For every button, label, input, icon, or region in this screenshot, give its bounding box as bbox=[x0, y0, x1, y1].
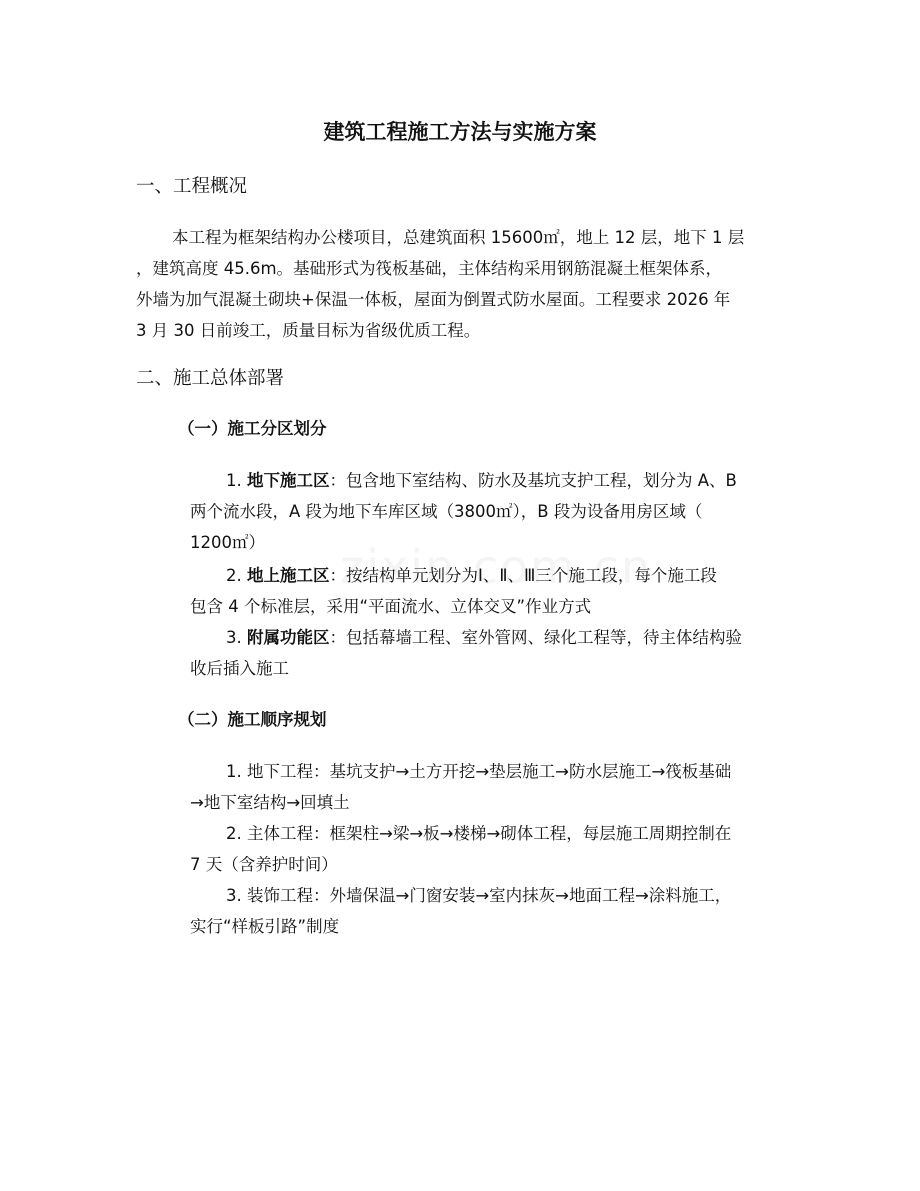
item-term: 地下施工区 bbox=[247, 471, 330, 490]
item-line: 收后插入施工 bbox=[190, 659, 289, 678]
item-text: ：包含地下室结构、防水及基坑支护工程，划分为 A、B bbox=[329, 471, 737, 490]
overview-paragraph bbox=[136, 222, 788, 346]
item-line bbox=[190, 465, 790, 496]
item-line: 包含 4 个标准层，采用“平面流水、立体交叉”作业方式 bbox=[190, 597, 592, 616]
item-number: 1. bbox=[226, 471, 247, 490]
item-line bbox=[190, 560, 790, 591]
item-term: 附属功能区 bbox=[247, 628, 330, 647]
item-line: 7 天（含养护时间） bbox=[190, 855, 338, 874]
paragraph-line: 3 月 30 日前竣工，质量目标为省级优质工程。 bbox=[136, 321, 481, 340]
item-line: 1. 地下工程：基坑支护→土方开挖→垫层施工→防水层施工→筏板基础 bbox=[226, 762, 732, 781]
item-line: 2. 主体工程：框架柱→梁→板→楼梯→砌体工程，每层施工周期控制在 bbox=[226, 824, 732, 843]
paragraph-line: 外墙为加气混凝土砌块+保温一体板，屋面为倒置式防水屋面。工程要求 2026 年 bbox=[136, 290, 731, 309]
item-line: 3. 装饰工程：外墙保温→门窗安装→室内抹灰→地面工程→涂料施工， bbox=[226, 886, 732, 905]
sequence-item-1 bbox=[190, 756, 790, 818]
item-number: 2. bbox=[226, 566, 247, 585]
item-line bbox=[190, 622, 790, 653]
subsection-heading-zoning: （一）施工分区划分 bbox=[178, 419, 327, 438]
page-title: 建筑工程施工方法与实施方案 bbox=[323, 120, 597, 144]
sequence-item-2 bbox=[190, 818, 790, 880]
item-line: 实行“样板引路”制度 bbox=[190, 917, 340, 936]
section-heading-overview: 一、工程概况 bbox=[136, 176, 248, 197]
item-line: →地下室结构→回填土 bbox=[190, 793, 350, 812]
paragraph-line: ，建筑高度 45.6m。基础形式为筏板基础，主体结构采用钢筋混凝土框架体系， bbox=[136, 259, 723, 278]
zoning-item-1 bbox=[190, 465, 790, 558]
item-line: 1200㎡） bbox=[190, 533, 265, 552]
sequence-item-3 bbox=[190, 880, 790, 942]
paragraph-line: 本工程为框架结构办公楼项目，总建筑面积 15600㎡，地上 12 层，地下 1 层 bbox=[172, 228, 745, 247]
item-text: ：按结构单元划分为Ⅰ、Ⅱ、Ⅲ三个施工段，每个施工段 bbox=[329, 566, 717, 585]
zoning-item-2 bbox=[190, 560, 790, 622]
item-line: 两个流水段，A 段为地下车库区域（3800㎡），B 段为设备用房区域（ bbox=[190, 502, 703, 521]
zoning-item-3 bbox=[190, 622, 790, 684]
item-number: 3. bbox=[226, 628, 247, 647]
section-heading-deployment: 二、施工总体部署 bbox=[136, 368, 285, 389]
subsection-heading-sequence: （二）施工顺序规划 bbox=[178, 710, 327, 729]
item-text: ：包括幕墙工程、室外管网、绿化工程等，待主体结构验 bbox=[329, 628, 742, 647]
item-term: 地上施工区 bbox=[247, 566, 330, 585]
